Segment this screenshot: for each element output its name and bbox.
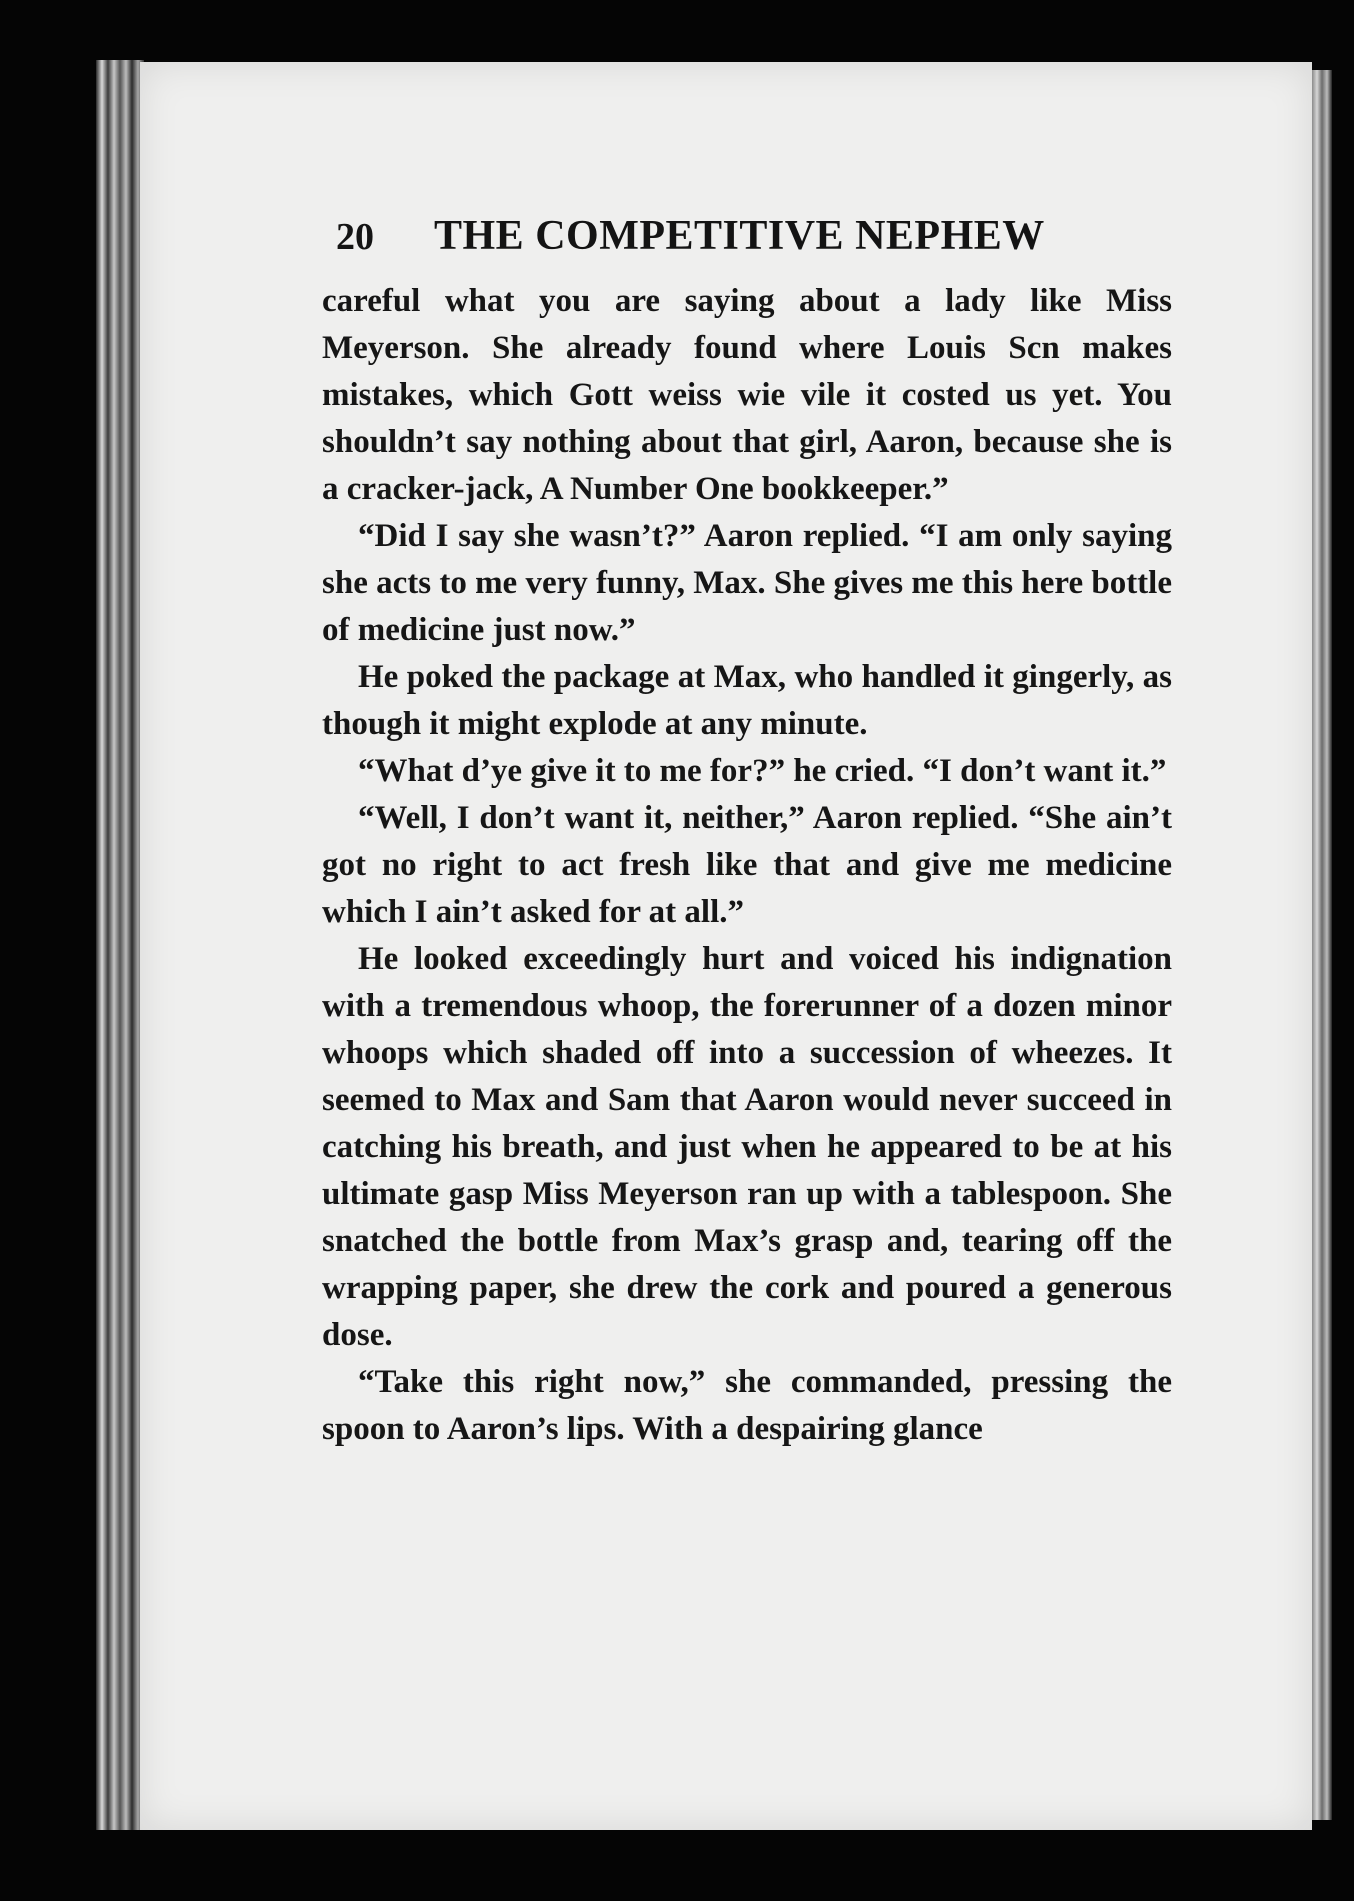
running-title: THE COMPETITIVE NEPHEW (434, 213, 1045, 259)
page-right-edge (1312, 70, 1332, 1820)
paragraph: careful what you are saying about a lady like Miss Meyerson. She already found where Louis Scn makes mistakes, which Gott weiss wie vile it costed us yet. You shouldn’t say nothing about that girl, Aaron, because she is a cracker-jack, A Number One bookkeeper.” (322, 283, 1172, 507)
page-number: 20 (336, 216, 374, 258)
book-spine-binding (96, 60, 144, 1830)
paragraph: “Well, I don’t want it, neither,” Aaron replied. “She ain’t got no right to act fresh like that and give me medicine which I ain’t asked for at all.” (322, 800, 1172, 930)
paragraph: He poked the package at Max, who handled it gingerly, as though it might explode at any minute. (322, 659, 1172, 742)
paragraph: “Take this right now,” she commanded, pressing the spoon to Aaron’s lips. With a despairing glance (322, 1364, 1172, 1447)
paragraph: He looked exceedingly hurt and voiced his indignation with a tremendous whoop, the forerunner of a dozen minor whoops which shaded off into a succession of wheezes. It seemed to Max and Sam that Aaron would never succeed in catching his breath, and just when he appeared to be at his ultimate gasp Miss Meyerson ran up with a tablespoon. She snatched the bottle from Max’s grasp and, tearing off the wrapping paper, she drew the cork and poured a generous dose. (322, 941, 1172, 1353)
body-text (322, 278, 1172, 1453)
paragraph: “Did I say she wasn’t?” Aaron replied. “I am only saying she acts to me very funny, Max. She gives me this here bottle of medicine just now.” (322, 518, 1172, 648)
paragraph: “What d’ye give it to me for?” he cried. “I don’t want it.” (358, 753, 1167, 789)
page-header (336, 212, 1056, 272)
